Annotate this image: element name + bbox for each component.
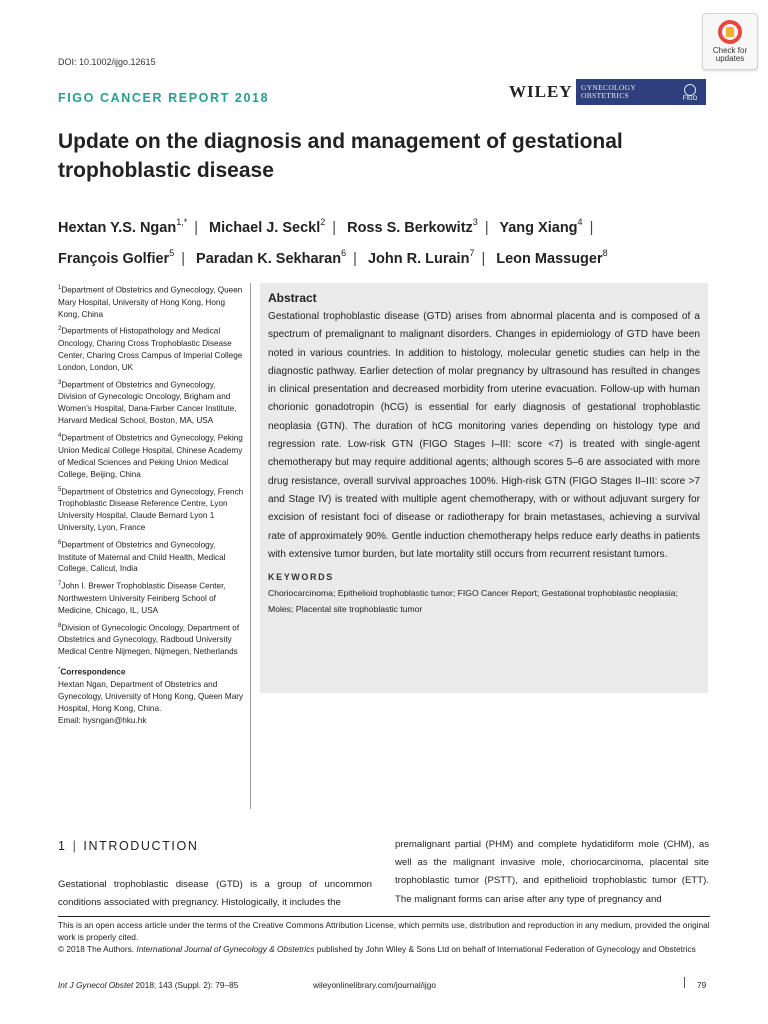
affiliation-sup: 3 [58, 379, 62, 386]
affiliation-item [58, 378, 246, 427]
intro-right-column: premalignant partial (PHM) and complete hydatidiform mole (CHM), as well as the malignant invasive mole, choriocarcinoma, placental site trophoblastic tumor (PSTT), and epithelioid trophoblastic tumor (ETT). The malignant forms can arise after any type of pregnancy and [395, 839, 709, 905]
author-name[interactable]: Yang Xiang [499, 219, 578, 236]
author-name[interactable]: John R. Lurain [367, 250, 470, 267]
author-affiliation-sup: 5 [169, 247, 175, 258]
report-label: FIGO CANCER REPORT 2018 [58, 91, 270, 105]
affiliation-text: Department of Obstetrics and Gynecology, French Trophoblastic Disease Reference Centre, Lyon University Hospital, Claude Bernard Lyon 1 University, Lyon, France [58, 487, 244, 532]
keywords-text: Choriocarcinoma; Epithelioid trophoblastic tumor; FIGO Cancer Report; Gestational trophoblastic neoplasia; Moles; Placental site trophoblastic tumor [268, 588, 678, 614]
affiliation-sup: 4 [58, 433, 62, 440]
correspondence-email[interactable]: Email: hysngan@hku.hk [58, 715, 147, 725]
author-affiliation-sup: 1,* [176, 217, 188, 227]
affiliation-text: Division of Gynecologic Oncology, Department of Obstetrics and Gynecology, Radboud University Medical Centre Nijmegen, Nijmegen, Netherlands [58, 623, 240, 657]
bookmark-icon [718, 20, 742, 44]
affiliation-item [58, 579, 246, 616]
figo-logo [679, 81, 701, 103]
abstract-text: Gestational trophoblastic disease (GTD) arises from abnormal placenta and is composed of a spectrum of premalignant to malignant disorders. Changes in epidemiology of GTD have been noted in various countries. In addition to histology, molecular genetic studies can help in the diagnostic pathway. Earlier detection of molar pregnancy by ultrasound has resulted in changes in clinical presentation and decreased morbidity from uterine evacuation. Follow-up with human chorionic gonadotropin (hCG) is essential for early diagnosis of gestational trophoblastic neoplasia (GTN). The duration of hCG monitoring varies depending on histology type and regression rate. Low-risk GTN (FIGO Stages I–III: score <7) is treated with single-agent chemotherapy but may require additional agents; although scores 5–6 are associated with more drug resistance, overall survival approaches 100%. High-risk GTN (FIGO Stages II–III: score >7 and Stage IV) is treated with multiple agent chemotherapy, with or without adjuvant surgery for excision of resistant foci of disease or radiotherapy for brain metastases, achieving a survival rate of approximately 90%. Gentle induction chemotherapy helps reduce early deaths in patients with extensive tumor burden, but late mortality still occurs from recurrent resistant tumors. [268, 311, 700, 560]
author-affiliation-sup: 6 [341, 247, 347, 258]
author-list [58, 210, 718, 272]
author-separator: | [484, 219, 489, 236]
citation [58, 980, 238, 990]
correspondence-sup: * [58, 667, 61, 674]
section-separator: | [72, 839, 78, 853]
journal-url[interactable]: wileyonlinelibrary.com/journal/ijgo [313, 980, 436, 990]
license-text: This is an open access article under the terms of the Creative Commons Attribution License, which permits use, distribution and reproduction in any medium, provided the original work is properly cited. [58, 920, 710, 942]
author-separator: | [332, 219, 337, 236]
copyright-text [58, 944, 710, 956]
affiliation-item [58, 283, 246, 320]
page-number: 79 [697, 980, 707, 990]
intro-left-column: Gestational trophoblastic disease (GTD) is a group of uncommon conditions associated with pregnancy. Histologically, it includes the [58, 879, 372, 909]
author-affiliation-sup: 3 [472, 217, 478, 227]
affiliation-sup: 1 [58, 285, 62, 291]
author-name[interactable]: Ross S. Berkowitz [347, 219, 473, 236]
affiliation-sup: 7 [58, 581, 62, 588]
affiliation-item [58, 431, 246, 480]
author-separator: | [481, 250, 486, 267]
affiliation-sup: 2 [58, 326, 62, 333]
check-for-updates-badge[interactable] [702, 13, 758, 70]
author-affiliation-sup: 7 [469, 247, 475, 258]
correspondence-address: Hextan Ngan, Department of Obstetrics and Gynecology, University of Hong Kong, Queen Mary Hospital, Hong Kong, China. [58, 679, 244, 713]
affiliation-text: John I. Brewer Trophoblastic Disease Center, Northwestern University Feinberg School of Medicine, Chicago, IL, USA [58, 582, 226, 615]
affiliation-text: Department of Obstetrics and Gynecology, Peking Union Medical College Hospital, Chinese Academy of Medical Sciences and Peking Union Medical College, Beijing, China [58, 433, 243, 479]
author-separator: | [589, 219, 594, 236]
section-number: 1 [58, 839, 67, 853]
affiliation-text: Department of Obstetrics and Gynecology, Queen Mary Hospital, University of Hong Kong, Hong Kong, China [58, 285, 243, 319]
author-separator: | [181, 250, 185, 267]
citation-details: 2018; 143 (Suppl. 2): 79–85 [133, 980, 239, 990]
author-affiliation-sup: 8 [602, 247, 608, 258]
citation-journal: Int J Gynecol Obstet [58, 980, 134, 990]
author-name[interactable]: François Golfier [58, 250, 170, 267]
section-heading [58, 839, 198, 853]
publisher-logo: WILEY [509, 82, 573, 101]
affiliation-sup: 8 [58, 622, 62, 629]
footer-rule [58, 916, 710, 917]
author-affiliation-sup: 4 [577, 217, 583, 227]
journal-logo-text: GYNECOLOGY OBSTETRICS [581, 83, 637, 100]
affiliations [58, 283, 246, 727]
article-title: Update on the diagnosis and management of gestational trophoblastic disease [58, 130, 623, 182]
author-name[interactable]: Hextan Y.S. Ngan [58, 219, 177, 236]
abstract-box [260, 283, 708, 693]
copyright-prefix: © 2018 The Authors. [58, 943, 137, 954]
section-title: INTRODUCTION [83, 839, 199, 853]
journal-logo [576, 79, 706, 105]
author-separator: | [353, 250, 357, 267]
affiliation-sup: 5 [58, 486, 62, 493]
correspondence-label: Correspondence [60, 667, 126, 677]
copyright-journal: International Journal of Gynecology & Obstetrics [136, 943, 315, 954]
affiliation-item [58, 324, 246, 373]
correspondence [58, 665, 246, 726]
affiliation-sup: 6 [58, 539, 62, 546]
author-affiliation-sup: 2 [320, 217, 326, 227]
abstract-title: Abstract [268, 291, 317, 305]
affiliation-text: Departments of Histopathology and Medical Oncology, Charing Cross Trophoblastic Disease Center, Charing Cross Campus of Imperial College London, London, UK [58, 327, 243, 372]
affiliation-item [58, 621, 246, 658]
keywords-title: KEYWORDS [268, 572, 334, 583]
affiliation-item [58, 485, 246, 534]
author-name[interactable]: Leon Massuger [496, 250, 603, 267]
figo-logo-text: FIGO [682, 96, 698, 102]
affiliation-text: Department of Obstetrics and Gynecology, Division of Gynecologic Oncology, Brigham and Women’s Hospital, Dana-Farber Cancer Institute, Harvard Medical School, Boston, MA, USA [58, 380, 237, 426]
license-note [58, 920, 710, 955]
author-name[interactable]: Paradan K. Sekharan [196, 250, 342, 267]
affiliation-item [58, 538, 246, 575]
doi[interactable]: DOI: 10.1002/ijgo.12615 [58, 57, 156, 67]
check-for-updates-label: Check for updates [712, 46, 748, 63]
page-number-rule [684, 977, 685, 988]
author-name[interactable]: Michael J. Seckl [209, 219, 321, 236]
author-separator: | [194, 219, 198, 236]
globe-icon [684, 84, 696, 96]
column-divider [250, 283, 251, 809]
affiliation-text: Department of Obstetrics and Gynecology, Institute of Maternal and Child Health, Medical College, Calicut, India [58, 540, 226, 574]
copyright-suffix: published by John Wiley & Sons Ltd on behalf of International Federation of Gynecology and Obstetrics [314, 943, 696, 954]
